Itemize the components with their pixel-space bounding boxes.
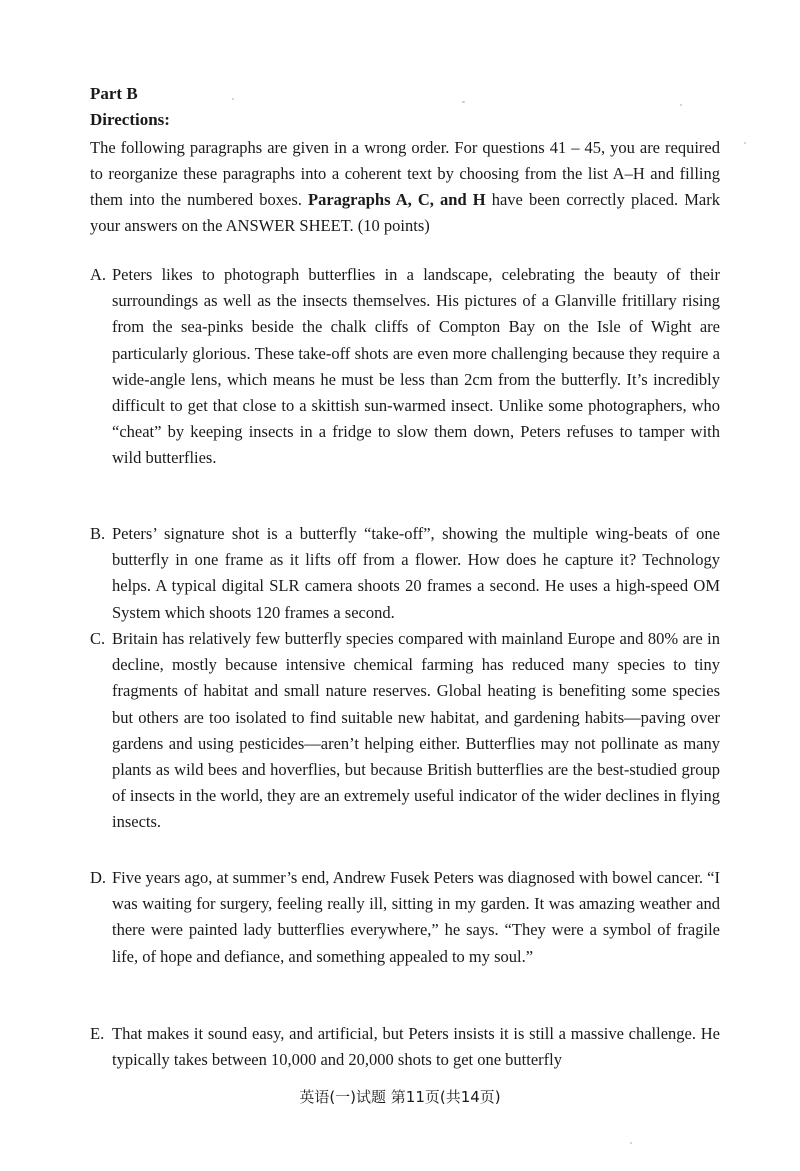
paragraph-text: Britain has relatively few butterfly species compared with mainland Europe and 80% are in decline, mostly because intensive chemical farming has reduced many species to tiny fragments of habitat and small nature reserves. Global heating is benefiting some species but others are too isolated to find suitable new habitat, and gardening habits—paving over gardens and using pesticides—aren’t helping either. Butterflies may not pollinate as many plants as wild bees and hoverflies, but because British butterflies are the best-studied group of insects in the world, they are an extremely useful indicator of the wider declines in flying insects. — [112, 629, 720, 832]
scan-speck — [630, 1142, 632, 1144]
directions-label: Directions: — [90, 110, 170, 129]
paragraph-text: Peters likes to photograph butterflies in a landscape, celebrating the beauty of their surroundings as well as the insects themselves. His pictures of a Glanville fritillary rising from the sea-pinks beside the chalk cliffs of Compton Bay on the Isle of Wight are particularly glorious. These take-off shots are even more challenging because they require a wide-angle lens, which means he must be less than 2cm from the butterfly. It’s incredibly difficult to get that close to a skittish sun-warmed insect. Unlike some photographers, who “cheat” by keeping insects in a fridge to slow them down, Peters refuses to tamper with wild butterflies. — [112, 265, 720, 468]
paragraph-letter: A. — [90, 265, 107, 284]
part-title: Part B — [90, 84, 138, 103]
paragraph-letter: D. — [90, 868, 107, 887]
paragraph-text: Peters’ signature shot is a butterfly “take-off”, showing the multiple wing-beats of one butterfly in one frame as it lifts off from a flower. How does he capture it? Technology helps. A typical digital SLR camera shoots 20 frames a second. He uses a high-speed OM System which shoots 120 frames a second. — [112, 524, 720, 622]
paragraph-b — [90, 521, 720, 626]
paragraph-text: Five years ago, at summer’s end, Andrew Fusek Peters was diagnosed with bowel cancer. “I was waiting for surgery, feeling really ill, sitting in my garden. It was amazing weather and there were painted lady butterflies everywhere,” he says. “They were a symbol of fragile life, of hope and defiance, and something appealed to my soul.” — [112, 868, 720, 966]
scan-speck — [744, 142, 746, 144]
scan-speck — [462, 101, 465, 103]
directions-text-2: have been correctly placed. Mark your answers on the ANSWER SHEET. (10 points) — [90, 190, 720, 235]
paragraph-d — [90, 865, 720, 970]
paragraph-text: That makes it sound easy, and artificial, but Peters insists it is still a massive challenge. He typically takes between 10,000 and 20,000 shots to get one butterfly — [112, 1024, 720, 1070]
paragraph-a — [90, 262, 720, 472]
directions-text-1: The following paragraphs are given in a wrong order. For questions 41 – 45, you are required to reorganize these paragraphs into a coherent text by choosing from the list A–H and filling them into the numbered boxes. — [90, 138, 720, 209]
page-footer: 英语(一)试题 第11页(共14页) — [299, 1088, 501, 1106]
scan-speck — [680, 104, 682, 106]
scan-speck — [232, 98, 234, 100]
directions-text — [90, 135, 720, 239]
paragraph-letter: E. — [90, 1024, 105, 1043]
paragraph-letter: C. — [90, 629, 106, 648]
paragraph-letter: B. — [90, 524, 106, 543]
directions-bold-text: Paragraphs A, C, and H — [308, 190, 486, 209]
paragraph-e — [90, 1021, 720, 1073]
paragraph-c — [90, 626, 720, 836]
